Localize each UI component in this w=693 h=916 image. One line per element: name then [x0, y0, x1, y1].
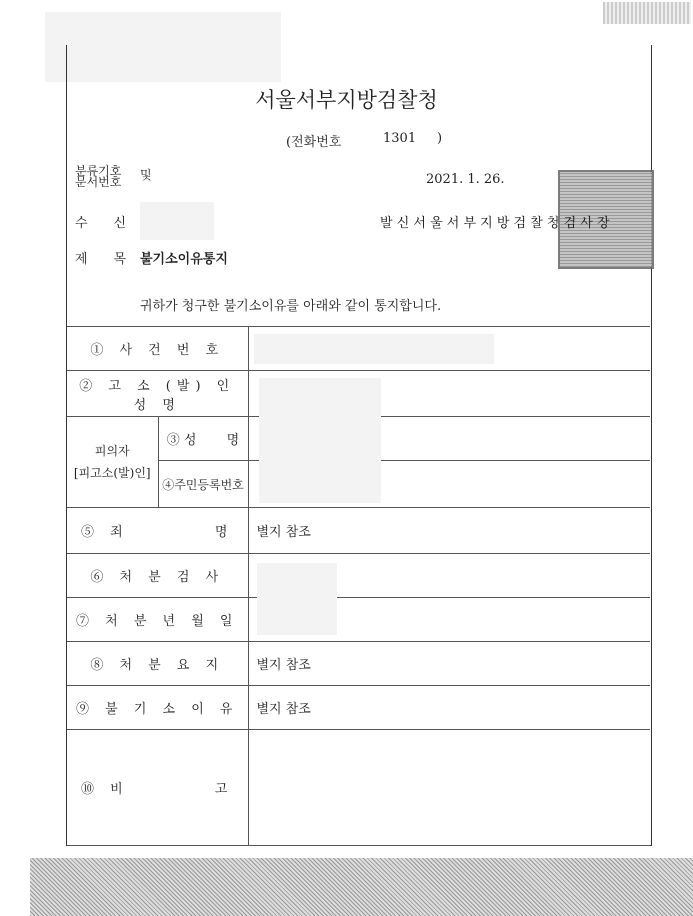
- reason-label: ⑨ 불 기 소 이 유: [67, 686, 248, 730]
- phone-label: (전화번호: [286, 135, 342, 150]
- summary-label: ⑧ 처 분 요 지: [67, 642, 248, 686]
- phone-close: ): [437, 131, 443, 146]
- subject-label: 제 목: [75, 252, 127, 267]
- disposition-date-label: ⑦ 처 분 년 월 일: [67, 598, 248, 642]
- phone-number: 1301: [383, 131, 417, 146]
- names-redacted: [259, 378, 381, 503]
- page-title: 서울서부지방검찰청: [255, 88, 438, 112]
- remarks-value: [248, 730, 650, 846]
- prosecutor-redacted: [257, 563, 337, 635]
- suspect-label: 피의자 [피고소(발)인]: [67, 417, 158, 508]
- document-date: 2021. 1. 26.: [426, 172, 505, 187]
- crime-label: ⑤ 죄 명: [67, 508, 248, 554]
- table-row: [67, 730, 650, 846]
- remarks-label: ⑩ 비 고: [67, 730, 248, 846]
- subject: 불기소이유통지: [140, 252, 228, 267]
- scan-footer-pattern: [30, 858, 693, 916]
- table-row: [67, 598, 650, 642]
- complainant-label: ② 고 소 (발) 인 성 명: [67, 371, 248, 417]
- prosecutor-label: ⑥ 처 분 검 사: [67, 554, 248, 598]
- classification-label: 분류기호 문서번호: [75, 164, 122, 189]
- case-number-label: ① 사 건 번 호: [67, 327, 248, 371]
- classification-and: 및: [140, 168, 152, 182]
- recipient-redacted: [140, 202, 214, 240]
- sender: 발 신 서 울 서 부 지 방 검 찰 청 검 사 장: [380, 216, 610, 231]
- intro-text: 귀하가 청구한 불기소이유를 아래와 같이 통지합니다.: [140, 299, 442, 314]
- summary-value: 별지 참조: [248, 642, 650, 686]
- reason-value: 별지 참조: [248, 686, 650, 730]
- table-row: [67, 508, 650, 554]
- recipient-label: 수 신: [75, 216, 127, 231]
- table-row: [67, 686, 650, 730]
- table-row: [67, 554, 650, 598]
- table-row: [67, 642, 650, 686]
- name-label: ③ 성 명: [158, 417, 248, 461]
- case-number-redacted: [254, 334, 494, 364]
- scan-mark: [603, 2, 691, 24]
- crime-value: 별지 참조: [248, 508, 650, 554]
- rrn-label: ④주민등록번호: [158, 461, 248, 508]
